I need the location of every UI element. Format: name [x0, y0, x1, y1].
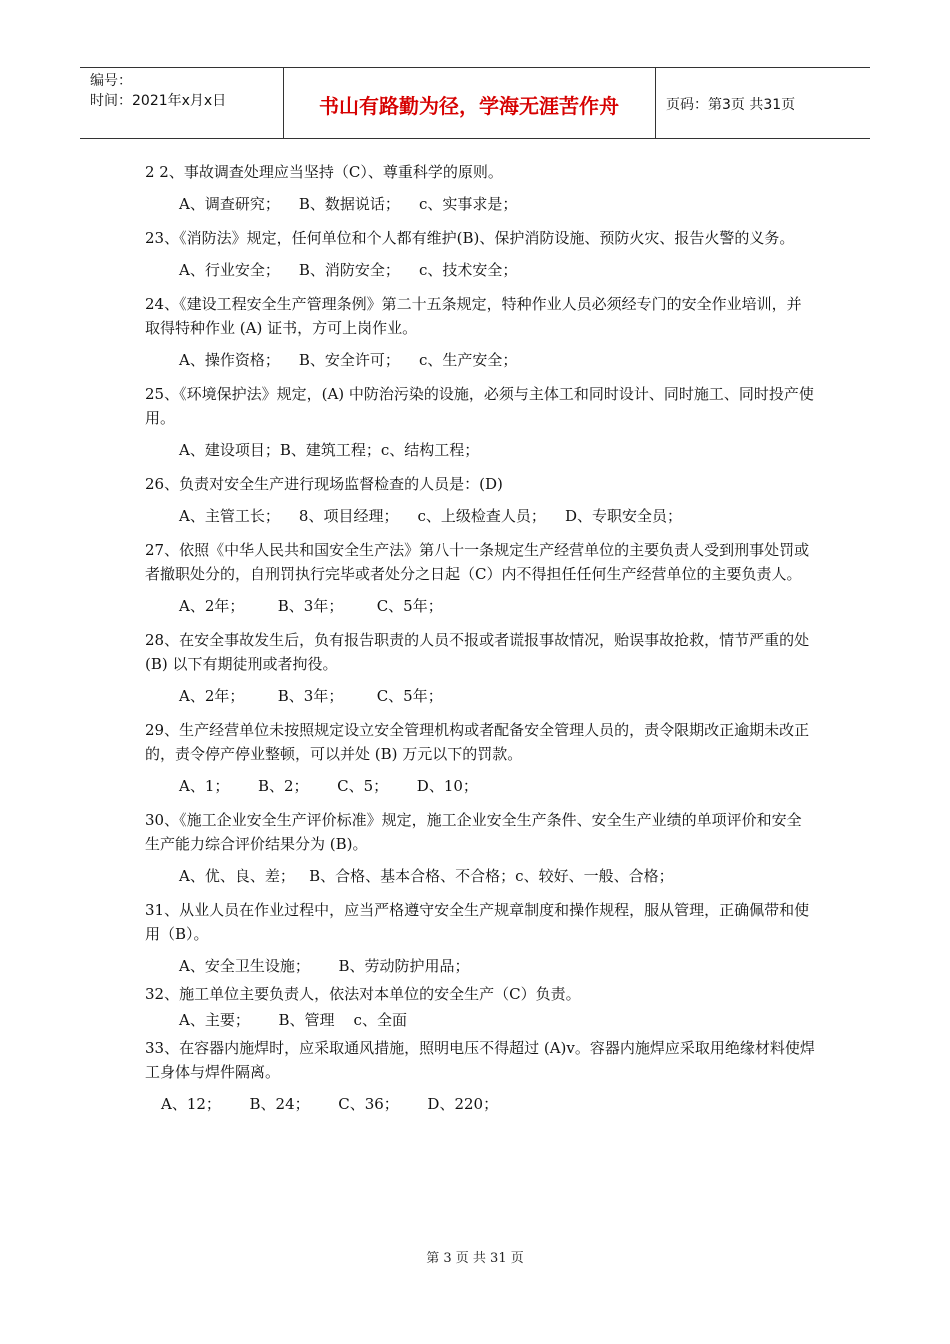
question-25	[145, 382, 815, 460]
document-number-label: 编号：	[90, 73, 132, 89]
question-31	[145, 898, 815, 976]
question-22	[145, 160, 815, 214]
question-options: A、优、良、差； B、合格、基本合格、不合格；c、较好、一般、合格；	[179, 867, 674, 885]
question-options: A、安全卫生设施； B、劳动防护用品；	[179, 957, 470, 975]
question-text: 31、从业人员在作业过程中，应当严格遵守安全生产规章制度和操作规程，服从管理，正确佩带和使用（B）。	[145, 901, 810, 943]
question-options: A、12； B、24； C、36； D、220；	[161, 1095, 499, 1113]
question-text: 28、在安全事故发生后，负有报告职责的人员不报或者谎报事故情况，贻误事故抢救，情节严重的处 (B) 以下有期徒刑或者拘役。	[145, 631, 810, 673]
question-28	[145, 628, 815, 706]
question-options: A、主管工长； 8、项目经理； c、上级检查人员； D、专职安全员；	[179, 507, 683, 525]
question-text: 24、《建设工程安全生产管理条例》第二十五条规定，特种作业人员必须经专门的安全作业培训，并取得特种作业 (A) 证书，方可上岗作业。	[145, 295, 802, 337]
header-motto: 书山有路勤为径，学海无涯苦作舟	[319, 94, 619, 118]
question-23	[145, 226, 815, 280]
question-29	[145, 718, 815, 796]
question-options: A、操作资格； B、安全许可； c、生产安全；	[179, 351, 518, 369]
question-text: 27、依照《中华人民共和国安全生产法》第八十一条规定生产经营单位的主要负责人受到刑事处罚或者撤职处分的，自刑罚执行完毕或者处分之日起（C）内不得担任任何生产经营单位的主要负责人。	[145, 541, 810, 583]
question-text: 30、《施工企业安全生产评价标准》规定，施工企业安全生产条件、安全生产业绩的单项评价和安全生产能力综合评价结果分为 (B)。	[145, 811, 802, 853]
question-27	[145, 538, 815, 616]
header-motto-cell	[283, 68, 656, 138]
question-options: A、2年； B、3年； C、5年；	[179, 597, 443, 615]
page-footer: 第 3 页 共 31 页	[426, 1251, 524, 1266]
question-options: A、建设项目；B、建筑工程；c、结构工程；	[179, 441, 480, 459]
question-text: 29、生产经营单位未按照规定设立安全管理机构或者配备安全管理人员的，责令限期改正逾期未改正的，责令停产停业整顿，可以并处 (B) 万元以下的罚款。	[145, 721, 810, 763]
question-options: A、1； B、2； C、5； D、10；	[179, 777, 478, 795]
question-options: A、主要； B、管理 c、全面	[179, 1011, 407, 1029]
question-24	[145, 292, 815, 370]
question-options: A、2年； B、3年； C、5年；	[179, 687, 443, 705]
page-header	[80, 67, 870, 139]
question-options: A、行业安全； B、消防安全； c、技术安全；	[179, 261, 518, 279]
question-list	[145, 160, 815, 1126]
header-page-cell	[656, 68, 870, 138]
document-date-label: 时间：2021年x月x日	[90, 93, 227, 109]
question-text: 26、负责对安全生产进行现场监督检查的人员是：(D)	[145, 475, 503, 493]
question-30	[145, 808, 815, 886]
header-page-info: 页码：第3页 共31页	[666, 97, 796, 113]
question-33	[145, 1036, 815, 1114]
question-26	[145, 472, 815, 526]
question-options: A、调查研究； B、数据说话； c、实事求是；	[179, 195, 518, 213]
question-text: 32、施工单位主要负责人，依法对本单位的安全生产（C）负责。	[145, 985, 581, 1003]
question-text: 23、《消防法》规定，任何单位和个人都有维护(B)、保护消防设施、预防火灾、报告火警的义务。	[145, 229, 795, 247]
question-text: 25、《环境保护法》规定，(A) 中防治污染的设施，必须与主体工和同时设计、同时施工、同时投产使用。	[145, 385, 814, 427]
question-text: 33、在容器内施焊时，应采取通风措施，照明电压不得超过 (A)v。容器内施焊应采取用绝缘材料使焊工身体与焊件隔离。	[145, 1039, 815, 1081]
header-meta-cell	[80, 68, 284, 138]
question-32	[145, 982, 815, 1030]
question-text: 2 2、事故调查处理应当坚持（C）、尊重科学的原则。	[145, 163, 503, 181]
